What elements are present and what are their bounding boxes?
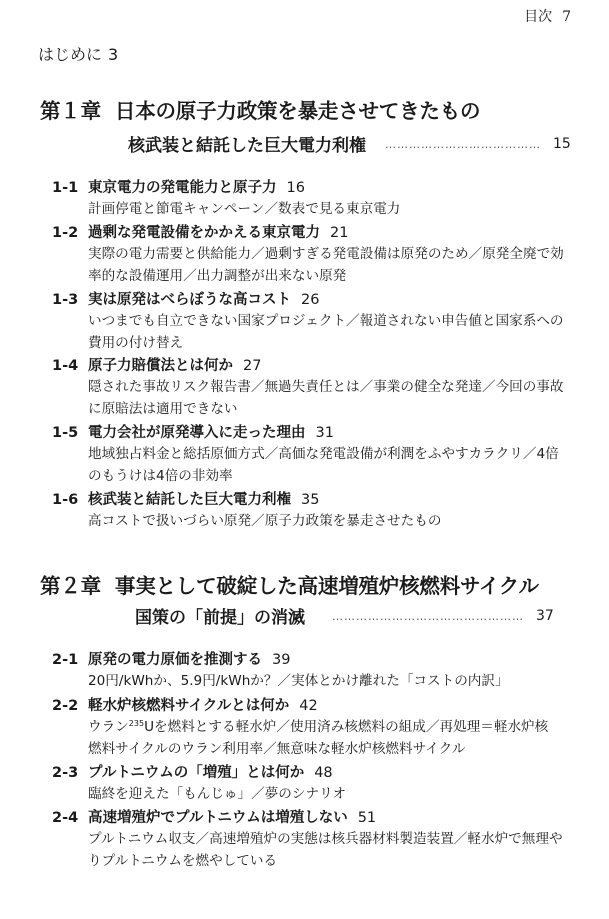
section-number: 1-6 xyxy=(52,492,79,508)
intro-page: 3 xyxy=(108,45,119,64)
section-title: 過剰な発電設備をかかえる東京電力 xyxy=(88,225,320,241)
section-description xyxy=(88,716,572,738)
chapter-1-leader xyxy=(385,136,571,152)
section-description: 率的な設備運用／出力調整が出来ない原発 xyxy=(88,268,347,284)
section-page: 39 xyxy=(272,652,291,668)
toc-section-1-3[interactable] xyxy=(52,290,572,354)
section-page: 21 xyxy=(330,225,349,241)
section-page: 31 xyxy=(315,425,334,441)
section-number: 2-4 xyxy=(52,810,79,826)
section-page: 27 xyxy=(243,358,262,374)
chapter-2-title-text: 事実として破綻した高速増殖炉核燃料サイクル xyxy=(114,574,539,598)
section-title: 原発の電力原価を推測する xyxy=(88,652,262,668)
text-run: Uを燃料とする軽水炉／使用済み核燃料の組成／再処理＝軽水炉核 xyxy=(144,719,549,735)
dot-leader: ………………………………… xyxy=(385,138,541,151)
chapter-1-subtitle: 核武装と結託した巨大電力利権 xyxy=(128,136,366,156)
section-description: 計画停電と節電キャンペーン／数表で見る東京電力 xyxy=(88,201,401,217)
section-page: 51 xyxy=(357,810,377,826)
chapter-1-page: 15 xyxy=(553,136,571,152)
text-run: ウラン xyxy=(88,719,129,735)
section-description: 高コストで扱いづらい原発／原子力政策を暴走させたもの xyxy=(88,513,442,529)
running-header xyxy=(514,6,571,26)
section-number: 1-4 xyxy=(52,358,79,374)
superscript: 235 xyxy=(128,719,145,728)
section-description: に原賠法は適用できない xyxy=(88,401,238,417)
section-description: プルトニウム収支／高速増殖炉の実態は核兵器材料製造装置／軽水炉で無理や xyxy=(88,831,563,847)
dot-leader: ………………………………………… xyxy=(332,610,524,623)
section-number: 1-5 xyxy=(52,425,79,441)
section-page: 26 xyxy=(301,292,320,308)
toc-section-1-1[interactable] xyxy=(52,178,572,220)
chapter-2-subtitle: 国策の「前提」の消滅 xyxy=(135,608,305,628)
toc-section-1-2[interactable] xyxy=(52,223,572,287)
section-page: 35 xyxy=(301,492,320,508)
chapter-2-label: 第２章 xyxy=(40,574,101,598)
chapter-2-title[interactable] xyxy=(40,569,539,599)
section-number: 2-3 xyxy=(52,765,79,781)
header-page-number: 7 xyxy=(562,9,571,25)
section-description: 費用の付け替え xyxy=(88,335,184,351)
chapter-1-label: 第１章 xyxy=(40,99,101,123)
section-description: 隠された事故リスク報告書／無過失責任とは／事業の健全な発達／今回の事故 xyxy=(88,379,564,395)
section-number: 2-1 xyxy=(52,652,79,668)
section-page: 16 xyxy=(286,180,305,196)
section-number: 1-3 xyxy=(52,292,79,308)
chapter-2-leader xyxy=(332,608,554,624)
section-title: 原子力賠償法とは何か xyxy=(88,358,233,374)
chapter-1-title[interactable] xyxy=(40,94,480,124)
toc-section-2-4[interactable] xyxy=(52,808,572,872)
section-description: 臨終を迎えた「もんじゅ」／夢のシナリオ xyxy=(88,786,347,802)
toc-section-2-2[interactable] xyxy=(52,696,572,760)
toc-entry-intro[interactable] xyxy=(38,42,118,65)
section-title: 東京電力の発電能力と原子力 xyxy=(88,180,277,196)
section-number: 2-2 xyxy=(52,698,79,714)
section-title: 高速増殖炉でプルトニウムは増殖しない xyxy=(88,810,348,826)
section-page: 42 xyxy=(299,698,318,714)
chapter-1-title-text: 日本の原子力政策を暴走させてきたもの xyxy=(114,99,481,123)
section-title: 電力会社が原発導入に走った理由 xyxy=(88,425,306,441)
section-number: 1-2 xyxy=(52,225,79,241)
toc-section-1-6[interactable] xyxy=(52,490,572,532)
section-number: 1-1 xyxy=(52,180,79,196)
section-title: プルトニウムの「増殖」とは何か xyxy=(88,765,305,781)
toc-section-1-4[interactable] xyxy=(52,356,572,420)
section-description: 20円/kWhか、5.9円/kWhか？／実体とかけ離れた「コストの内訳」 xyxy=(88,673,509,689)
toc-section-2-3[interactable] xyxy=(52,763,572,805)
toc-section-1-5[interactable] xyxy=(52,423,572,487)
section-description: りプルトニウムを燃やしている xyxy=(88,853,278,869)
chapter-2-page: 37 xyxy=(536,608,554,624)
section-description: いつまでも自立できない国家プロジェクト／報道されない申告値と国家系への xyxy=(88,313,564,329)
section-title: 軽水炉核燃料サイクルとは何か xyxy=(88,698,290,714)
section-title: 核武装と結託した巨大電力利権 xyxy=(88,492,291,508)
section-page: 48 xyxy=(314,765,333,781)
toc-section-2-1[interactable] xyxy=(52,650,572,692)
section-description: 地域独占料金と総括原価方式／高価な発電設備が利潤をふやすカラクリ／4倍 xyxy=(88,446,559,462)
section-description: 実際の電力需要と供給能力／過剰すぎる発電設備は原発のため／原発全廃で効 xyxy=(88,246,564,262)
section-title: 実は原発はべらぼうな高コスト xyxy=(88,292,291,308)
intro-label: はじめに xyxy=(38,45,103,64)
section-description: 燃料サイクルのウラン利用率／無意味な軽水炉核燃料サイクル xyxy=(88,741,466,757)
header-title: 目次 xyxy=(524,9,553,25)
section-description: のもうけは4倍の非効率 xyxy=(88,468,233,484)
